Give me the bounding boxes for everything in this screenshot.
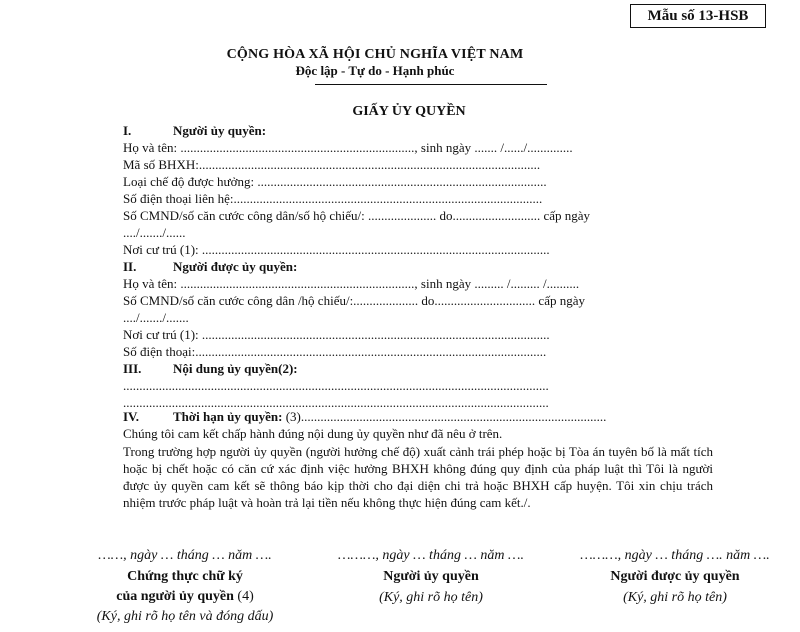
grantee-name-line: Họ và tên: ........................................................................, sinh ngày ......... /......... /.......... [123,276,580,291]
signature-title-1b [60,589,310,605]
signature-note-3: (Ký, ghi rõ họ tên) [623,590,727,605]
signature-title-2: Người ủy quyền [383,569,479,584]
form-code-box: Mẫu số 13-HSB [630,4,766,28]
signature-note-1: (Ký, ghi rõ họ tên và đóng dấu) [96,609,274,624]
signature-ref-1: (4) [233,589,254,604]
document-title: GIẤY ỦY QUYỀN [352,104,466,119]
grantor-id-line: Số CMND/số căn cước công dân/số hộ chiếu/: ..................... do........................... cấp ngày [123,208,591,223]
grantor-residence-line: Nơi cư trú (1): ........................................................................................................... [123,242,550,257]
content-line-1: ................................................................................................................................... [123,378,549,393]
signature-date-2: ………, ngày … tháng … năm …. [338,548,524,563]
content-line-2: ................................................................................................................................... [123,395,549,410]
section-2-number: II. [123,259,137,274]
commitment-line: Chúng tôi cam kết chấp hành đúng nội dung ủy quyền như đã nêu ở trên. [123,426,503,441]
commitment-paragraph: Trong trường hợp người ủy quyền (người hưởng chế độ) xuất cảnh trái phép hoặc bị Tòa án tuyên bố là mất tích hoặc bị chết hoặc có căn cứ xác định việc hưởng BHXH không đúng quy định của pháp luật thì Tôi là người được ủy quyền cam kết sẽ thông báo kịp thời cho đại diện chi trả hoặc BHXH cấp huyện. Tôi xin chịu trách nhiệm trước pháp luật và hoàn trả lại tiền nếu không thực hiện đúng cam kết./. [123,444,713,510]
motto-underline [315,84,547,85]
grantor-name-line: Họ và tên: ........................................................................, sinh ngày ....... /....../.............. [123,140,573,155]
section-3-title: Nội dung ủy quyền(2): [173,361,298,376]
grantor-id-date-line: ..../......./...... [123,225,186,240]
signature-title-1-line2: của người ủy quyền [116,589,234,604]
section-4-heading [123,409,606,425]
section-2-heading [123,259,297,275]
signature-title-3: Người được ủy quyền [610,569,740,584]
section-1-heading [123,123,266,139]
signature-date-1: ……, ngày … tháng … năm …. [98,548,272,563]
section-4-ref: (3).............................................................................................. [282,409,607,424]
grantee-residence-line: Nơi cư trú (1): ........................................................................................................... [123,327,550,342]
signature-date-3: ………, ngày … tháng …. năm …. [580,548,770,563]
section-4-number: IV. [123,409,140,424]
grantor-regime-line: Loại chế độ được hưởng: ......................................................................................... [123,174,547,189]
signature-note-2: (Ký, ghi rõ họ tên) [379,590,483,605]
national-title: CỘNG HÒA XÃ HỘI CHỦ NGHĨA VIỆT NAM [226,47,524,62]
grantee-id-date-line: ..../......./....... [123,310,189,325]
section-4-title: Thời hạn ủy quyền: [173,409,283,424]
section-3-heading [123,361,298,377]
grantor-bhxh-line: Mã số BHXH:......................................................................................................... [123,157,541,172]
grantor-phone-line: Số điện thoại liên hệ:............................................................................................... [123,191,543,206]
section-3-number: III. [123,361,142,376]
signature-title-1: Chứng thực chữ ký [127,569,243,584]
section-1-number: I. [123,123,132,138]
section-2-title: Người được ủy quyền: [173,259,298,274]
grantee-id-line: Số CMND/số căn cước công dân /hộ chiếu/:.................... do............................... cấp ngày [123,293,585,308]
national-motto: Độc lập - Tự do - Hạnh phúc [295,63,455,78]
grantee-phone-line: Số điện thoại:............................................................................................................ [123,344,547,359]
section-1-title: Người ủy quyền: [173,123,267,138]
